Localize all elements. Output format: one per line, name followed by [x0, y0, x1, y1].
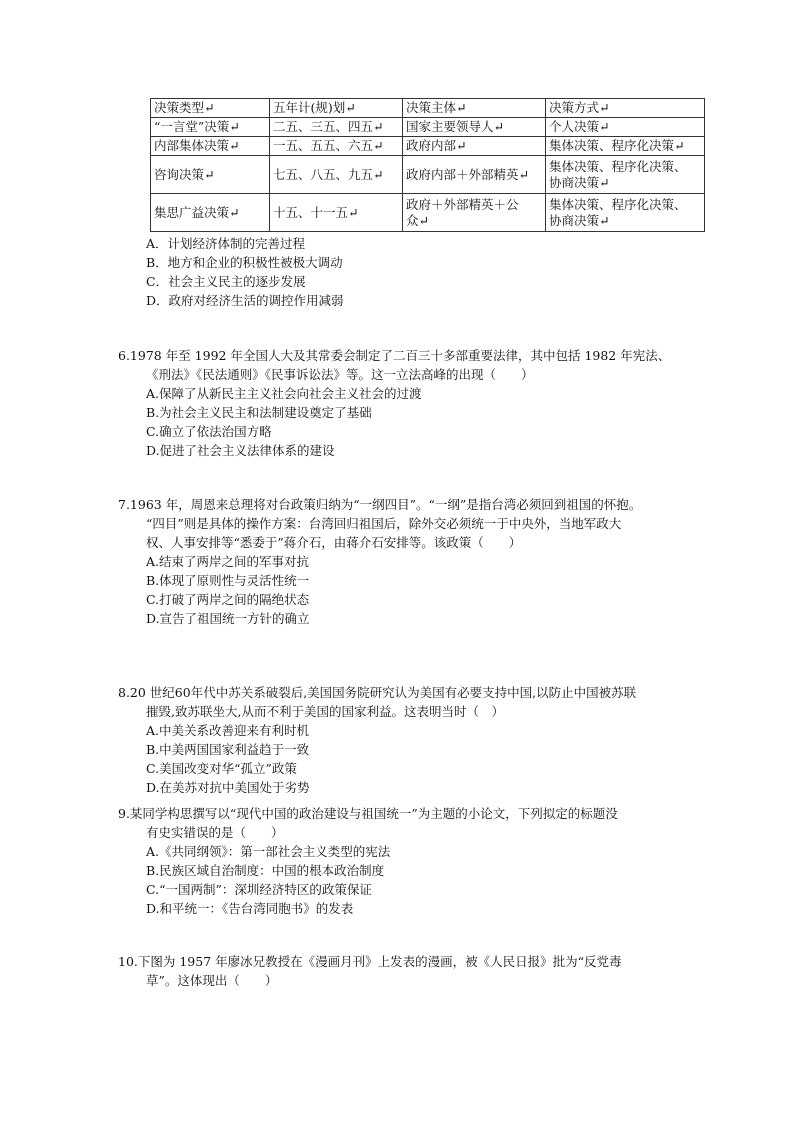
- option-d: D．政府对经济生活的调控作用减弱: [146, 293, 344, 308]
- table-cell: 政府＋外部精英＋公 众↵: [403, 194, 546, 232]
- table-cell: 内部集体决策↵: [151, 137, 270, 156]
- table-cell: “一言堂”决策↵: [151, 118, 270, 137]
- option-b: B.体现了原则性与灵活性统一: [146, 573, 310, 588]
- option-a: A.保障了从新民主主义社会向社会主义社会的过渡: [146, 386, 422, 401]
- table-cell: 集体决策、程序化决策、 协商决策↵: [546, 156, 705, 194]
- question-5-options: [146, 234, 746, 310]
- table-cell: 国家主要领导人↵: [403, 118, 546, 137]
- option-c: C.打破了两岸之间的隔绝状态: [146, 592, 310, 607]
- table-cell: 集思广益决策↵: [151, 194, 270, 232]
- question-9: [118, 804, 718, 918]
- question-6: [118, 346, 718, 460]
- option-a: A.《共同纲领》：第一部社会主义类型的宪法: [146, 844, 391, 859]
- question-stem: 8.20 世纪60年代中苏关系破裂后,美国国务院研究认为美国有必要支持中国,以防止中国被苏联: [118, 685, 637, 700]
- option-d: D.宣告了祖国统一方针的确立: [146, 611, 310, 626]
- option-c: C．社会主义民主的逐步发展: [146, 274, 306, 289]
- question-stem: 9.某同学构思撰写以“现代中国的政治建设与祖国统一”为主题的小论文，下列拟定的标题没: [118, 806, 618, 821]
- question-8: [118, 683, 718, 797]
- question-7: [118, 495, 718, 628]
- option-c: C.美国改变对华“孤立”政策: [146, 761, 297, 776]
- option-d: D.和平统一：《告台湾同胞书》的发表: [146, 901, 354, 916]
- table-row: [151, 118, 705, 137]
- table-header-cell: 五年计(规)划↵: [270, 99, 403, 118]
- table-header-cell: 决策方式↵: [546, 99, 705, 118]
- question-stem: 草”。这体现出（ ）: [146, 973, 278, 988]
- table-row: [151, 156, 705, 194]
- option-d: D.促进了社会主义法律体系的建设: [146, 443, 335, 458]
- table-cell: 十五、十一五↵: [270, 194, 403, 232]
- option-d: D.在美苏对抗中美国处于劣势: [146, 780, 310, 795]
- table-cell: 咨询决策↵: [151, 156, 270, 194]
- question-stem: 有史实错误的是（ ）: [146, 825, 284, 840]
- table-cell: 政府内部↵: [403, 137, 546, 156]
- table-cell: 集体决策、程序化决策、 协商决策↵: [546, 194, 705, 232]
- table-row: [151, 137, 705, 156]
- table-header-cell: 决策类型↵: [151, 99, 270, 118]
- option-b: B.中美两国国家利益趋于一致: [146, 742, 310, 757]
- option-c: C.“一国两制”：深圳经济特区的政策保证: [146, 882, 372, 897]
- question-stem: 10.下图为 1957 年廖冰兄教授在《漫画月刊》上发表的漫画，被《人民日报》批为“反党毒: [118, 954, 622, 969]
- question-stem: “四目”则是具体的操作方案：台湾回归祖国后，除外交必须统一于中央外，当地军政大: [146, 516, 622, 531]
- table-cell: 个人决策↵: [546, 118, 705, 137]
- table-row: [151, 194, 705, 232]
- question-stem: 《刑法》《民法通则》《民事诉讼法》等。这一立法高峰的出现（ ）: [146, 367, 534, 382]
- table-cell: 集体决策、程序化决策↵: [546, 137, 705, 156]
- table-cell: 二五、三五、四五↵: [270, 118, 403, 137]
- option-b: B．地方和企业的积极性被极大调动: [146, 255, 343, 270]
- decision-table: [150, 98, 705, 232]
- option-a: A.中美关系改善迎来有利时机: [146, 723, 310, 738]
- option-c: C.确立了依法治国方略: [146, 424, 272, 439]
- table-cell: 七五、八五、九五↵: [270, 156, 403, 194]
- question-stem: 6.1978 年至 1992 年全国人大及其常委会制定了二百三十多部重要法律，其中包括 1982 年宪法、: [118, 348, 671, 363]
- option-b: B.为社会主义民主和法制建设奠定了基础: [146, 405, 372, 420]
- option-b: B.民族区域自治制度：中国的根本政治制度: [146, 863, 385, 878]
- question-stem: 权、人事安排等“悉委于”蒋介石，由蒋介石安排等。该政策（ ）: [146, 535, 522, 550]
- option-a: A.结束了两岸之间的军事对抗: [146, 554, 310, 569]
- table-header-row: [151, 99, 705, 118]
- table-cell: 政府内部＋外部精英↵: [403, 156, 546, 194]
- question-stem: 摧毁,致苏联坐大,从而不利于美国的国家利益。这表明当时（ ）: [146, 704, 504, 719]
- table-cell: 一五、五五、六五↵: [270, 137, 403, 156]
- question-10: [118, 952, 718, 990]
- question-stem: 7.1963 年，周恩来总理将对台政策归纳为“一纲四目”。“一纲”是指台湾必须回到祖国的怀抱。: [118, 497, 642, 512]
- option-a: A．计划经济体制的完善过程: [146, 236, 306, 251]
- table-header-cell: 决策主体↵: [403, 99, 546, 118]
